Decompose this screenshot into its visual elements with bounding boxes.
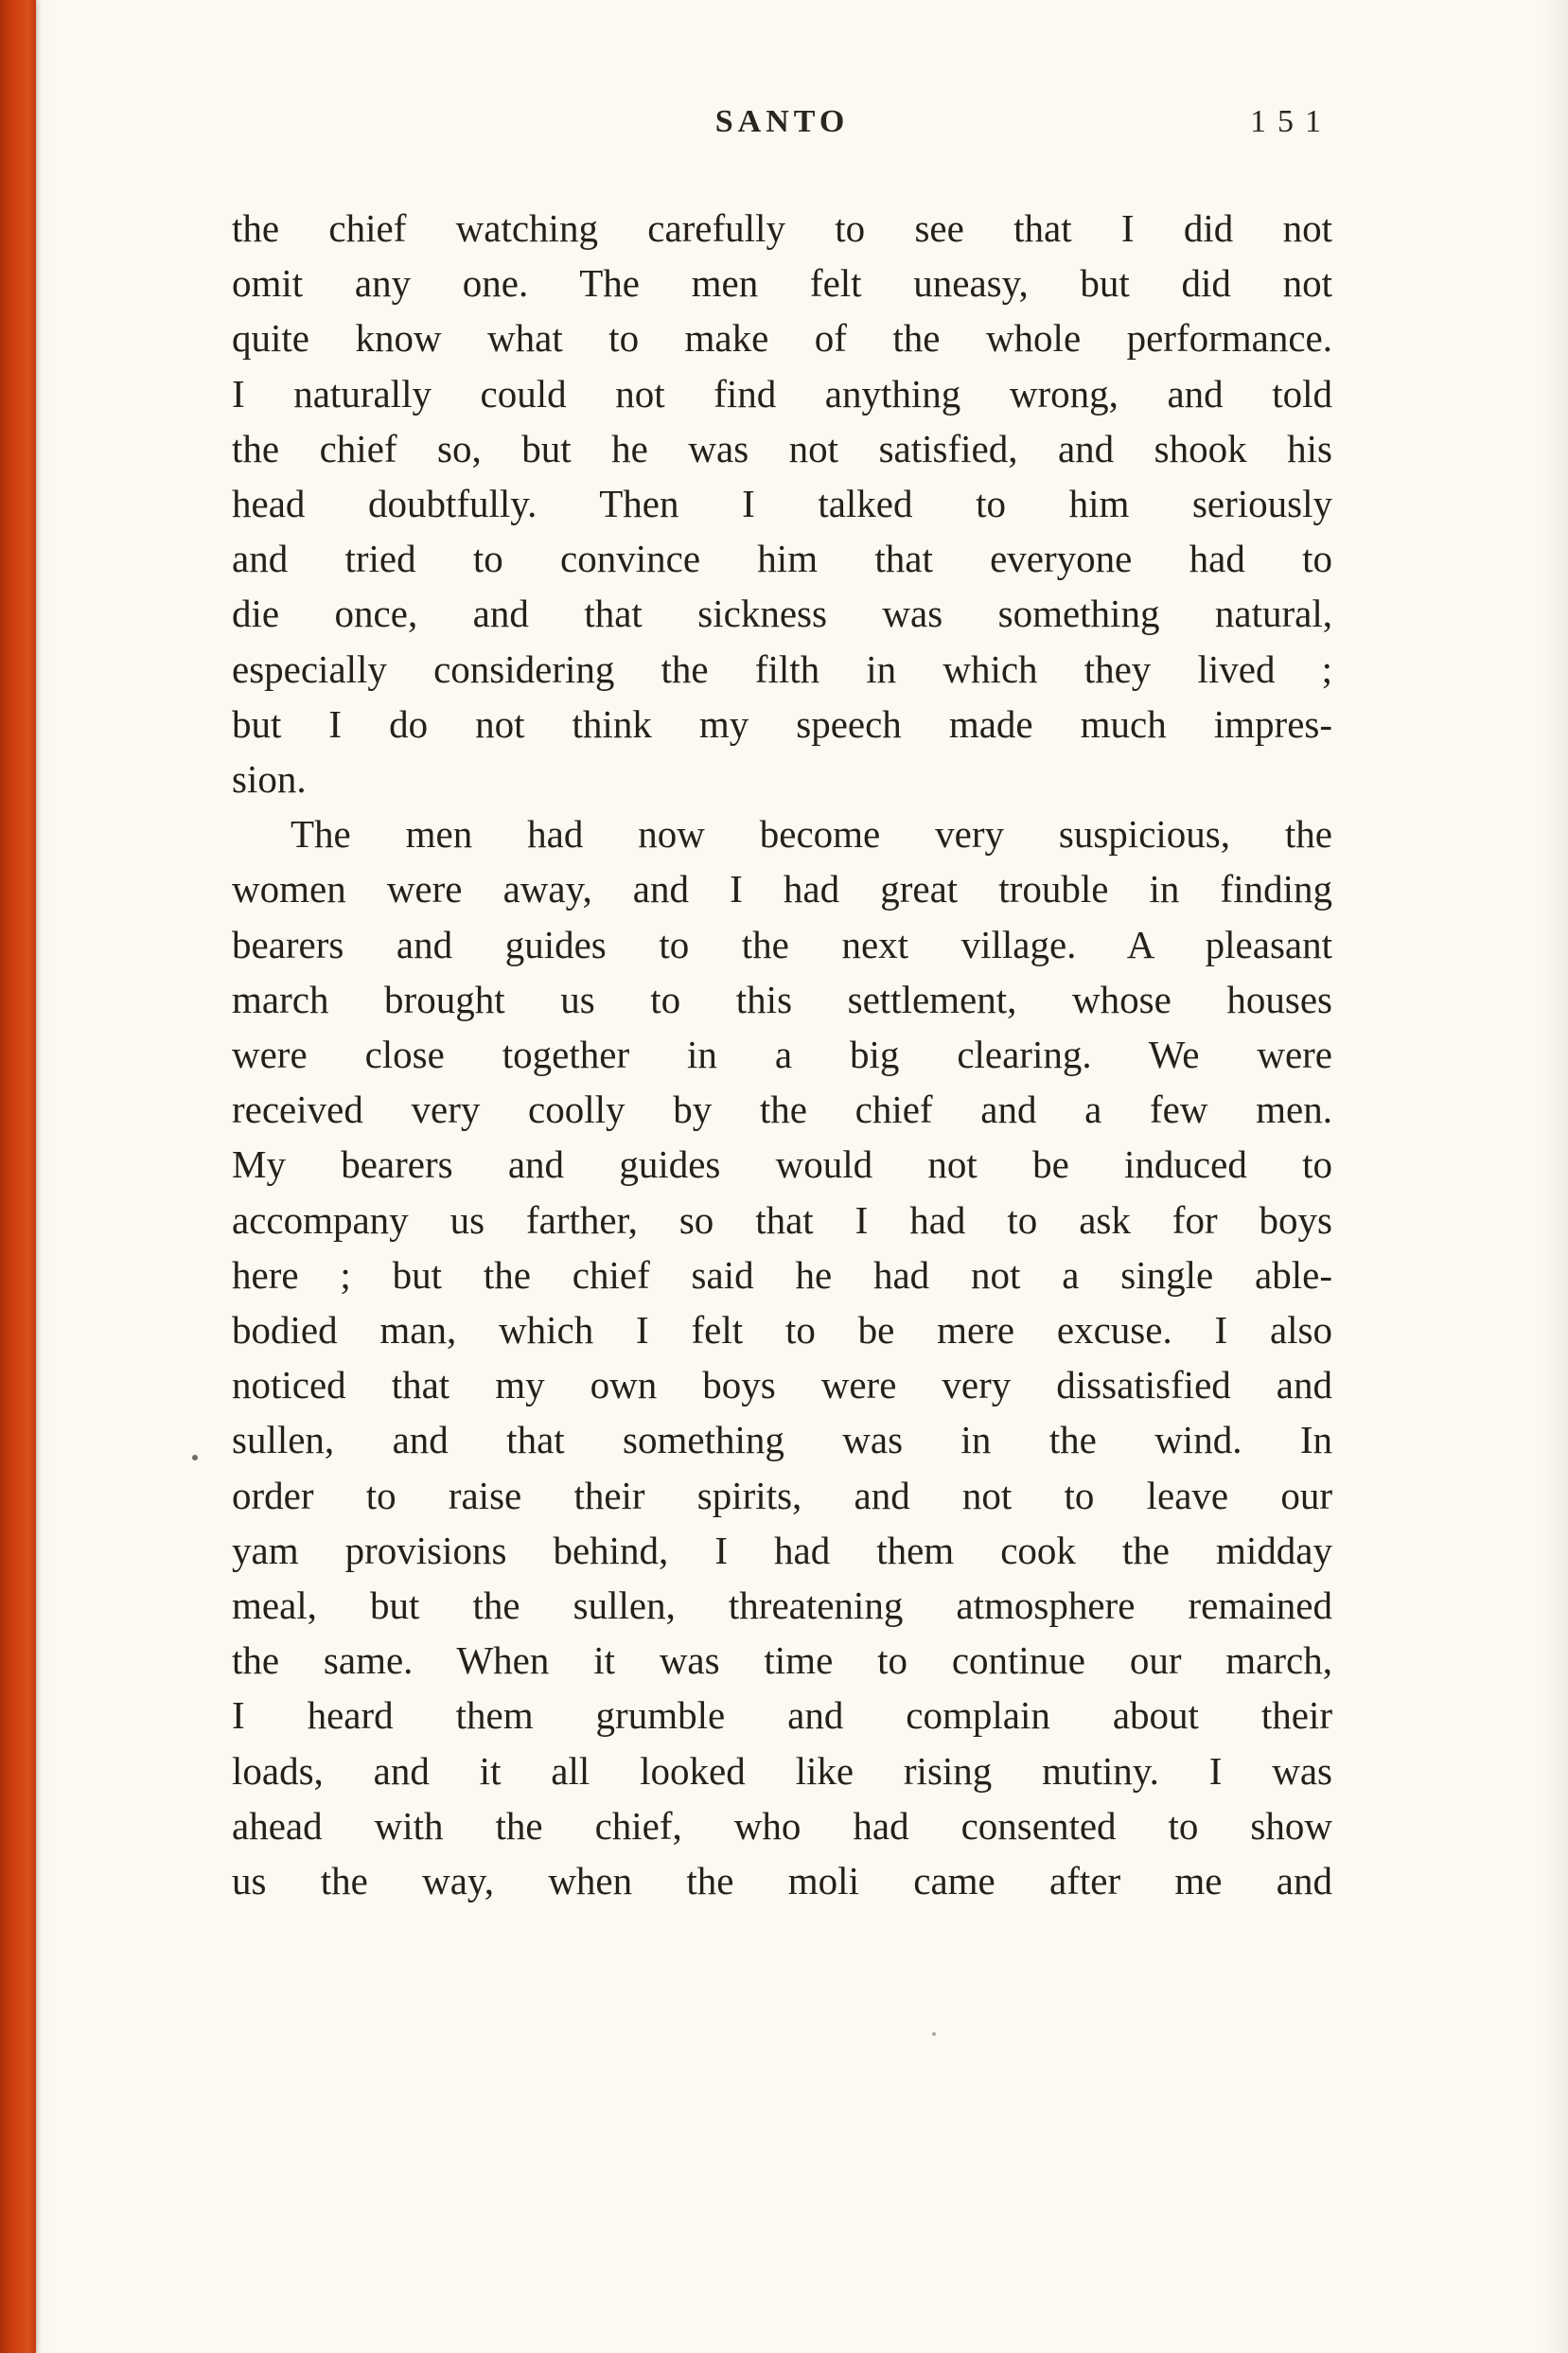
text-line: sion. [232,757,307,802]
paragraph [232,201,1332,806]
text-line: The men had now become very suspicious, the [291,812,1332,857]
book-spine-edge [0,0,36,2353]
text-line: noticed that my own boys were very dissatisfied and [232,1363,1332,1407]
text-line: received very coolly by the chief and a few men. [232,1088,1332,1132]
text-line: I heard them grumble and complain about their [232,1693,1332,1738]
text-line: and tried to convince him that everyone had to [232,537,1332,581]
text-line: ahead with the chief, who had consented to show [232,1803,1332,1848]
text-line: accompany us farther, so that I had to ask for boys [232,1197,1332,1242]
text-line: bodied man, which I felt to be mere excuse. I also [232,1308,1332,1353]
text-line: My bearers and guides would not be induced to [232,1142,1332,1187]
text-line: the same. When it was time to continue our march, [232,1638,1332,1683]
text-line: the chief so, but he was not satisfied, and shook his [232,426,1332,470]
text-line: order to raise their spirits, and not to leave our [232,1473,1332,1517]
text-line: especially considering the filth in which they lived ; [232,646,1332,691]
paragraph [232,806,1332,1908]
text-line: women were away, and I had great trouble in finding [232,867,1332,911]
text-line: omit any one. The men felt uneasy, but did not [232,261,1332,306]
text-line: us the way, when the moli came after me and [232,1859,1332,1903]
text-line: I naturally could not find anything wrong, and told [232,371,1332,416]
text-line: but I do not think my speech made much impres- [232,701,1332,746]
text-line: bearers and guides to the next village. A pleasant [232,922,1332,966]
text-line: march brought us to this settlement, whose houses [232,977,1332,1021]
body-text [232,201,1332,1908]
text-line: sullen, and that something was in the wind. In [232,1418,1332,1462]
text-line: quite know what to make of the whole performance. [232,316,1332,361]
text-line: the chief watching carefully to see that I did not [232,206,1332,250]
page-number: 151 [1250,104,1332,139]
page-header-title: SANTO [714,104,850,139]
scan-artifact [932,2032,936,2036]
scan-artifact [192,1455,198,1460]
text-line: here ; but the chief said he had not a single able- [232,1252,1332,1297]
text-line: were close together in a big clearing. We were [232,1033,1332,1077]
text-line: yam provisions behind, I had them cook the midday [232,1528,1332,1572]
text-line: head doubtfully. Then I talked to him seriously [232,482,1332,526]
running-header [232,104,1332,150]
text-line: die once, and that sickness was something natural, [232,592,1332,636]
text-line: loads, and it all looked like rising mutiny. I was [232,1748,1332,1793]
text-line: meal, but the sullen, threatening atmosphere remained [232,1583,1332,1628]
